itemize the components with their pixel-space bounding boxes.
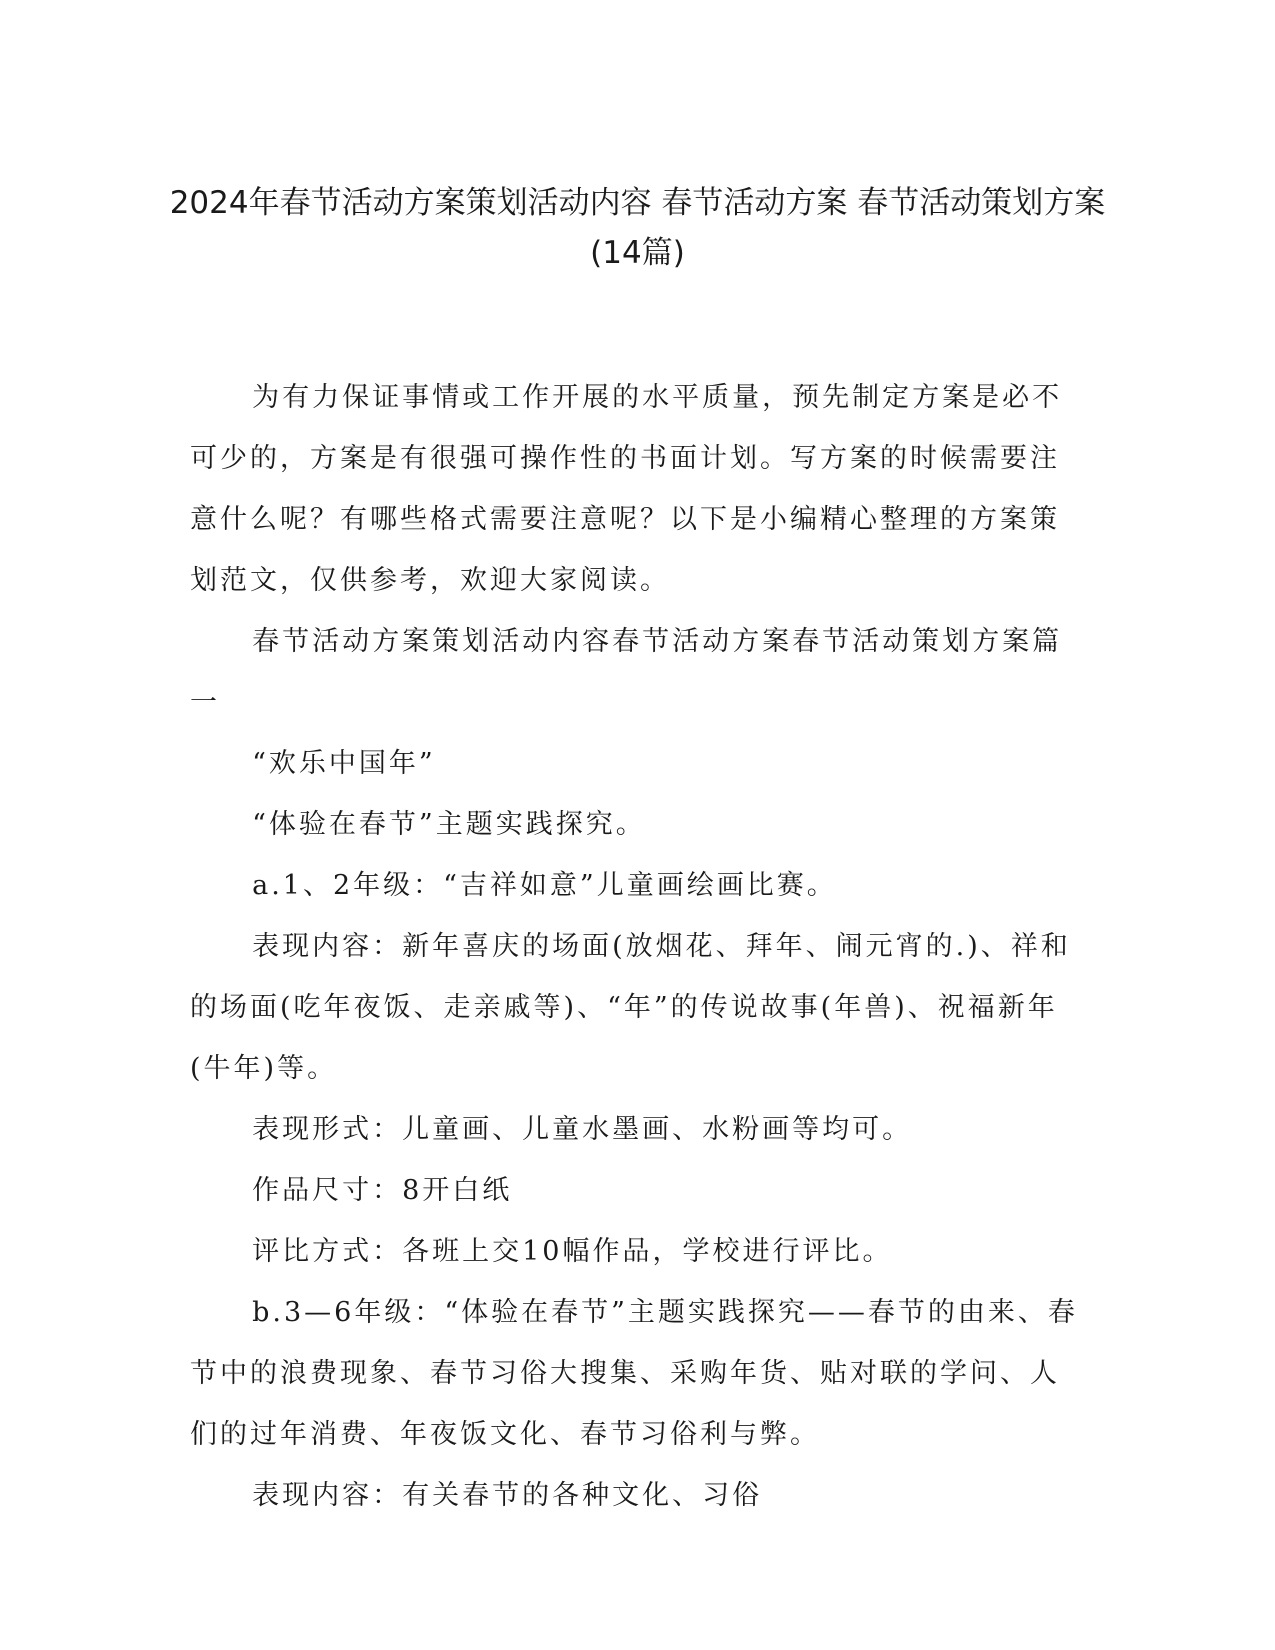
form-paragraph: 表现形式：儿童画、儿童水墨画、水粉画等均可。 [252, 1114, 913, 1145]
activity-theme: “欢乐中国年” [252, 748, 436, 779]
document-body [190, 367, 1080, 1526]
practice-theme: “体验在春节”主题实践探究。 [252, 809, 646, 840]
size-paragraph: 作品尺寸：8开白纸 [252, 1175, 513, 1206]
document-title: 2024年春节活动方案策划活动内容 春节活动方案 春节活动策划方案(14篇) [169, 185, 1106, 271]
section-heading: 春节活动方案策划活动内容春节活动方案春节活动策划方案篇一 [190, 626, 1063, 718]
evaluation-paragraph: 评比方式：各班上交10幅作品，学校进行评比。 [252, 1236, 893, 1267]
grade-3-6-item: b.3—6年级：“体验在春节”主题实践探究——春节的由来、春节中的浪费现象、春节习俗大搜集、采购年货、贴对联的学问、人们的过年消费、年夜饭文化、春节习俗利与弊。 [190, 1297, 1078, 1450]
content-paragraph: 表现内容：新年喜庆的场面(放烟花、拜年、闹元宵的.)、祥和的场面(吃年夜饭、走亲戚等)、“年”的传说故事(年兽)、祝福新年(牛年)等。 [190, 931, 1071, 1084]
grade-1-2-item: a.1、2年级：“吉祥如意”儿童画绘画比赛。 [252, 870, 837, 901]
intro-paragraph: 为有力保证事情或工作开展的水平质量，预先制定方案是必不可少的，方案是有很强可操作性的书面计划。写方案的时候需要注意什么呢？有哪些格式需要注意呢？以下是小编精心整理的方案策划范文，仅供参考，欢迎大家阅读。 [190, 382, 1063, 596]
content-paragraph-2: 表现内容：有关春节的各种文化、习俗 [252, 1480, 763, 1511]
